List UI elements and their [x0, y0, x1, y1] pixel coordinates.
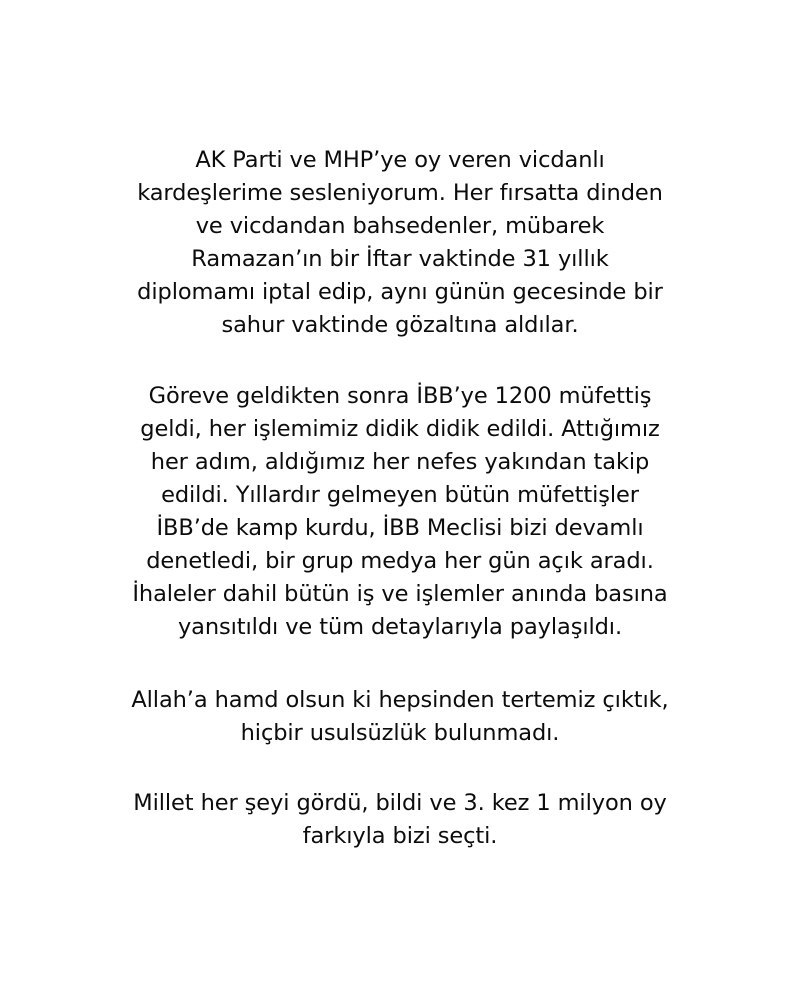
text-line: hiçbir usulsüzlük bulunmadı. [240, 720, 560, 746]
text-line: Millet her şeyi gördü, bildi ve 3. kez 1 milyon oy [133, 790, 667, 816]
text-line: geldi, her işlemimiz didik didik edildi. Attığımız [140, 416, 660, 442]
text-line: İhaleler dahil bütün iş ve işlemler anında basına [132, 581, 668, 607]
text-line: İBB’de kamp kurdu, İBB Meclisi bizi devamlı [156, 515, 644, 541]
paragraph-2 [0, 380, 800, 644]
text-line: yansıtıldı ve tüm detaylarıyla paylaşıldı. [177, 614, 623, 640]
text-line: sahur vaktinde gözaltına aldılar. [221, 312, 579, 338]
text-line: denetledi, bir grup medya her gün açık aradı. [146, 548, 654, 574]
text-line: ve vicdandan bahsedenler, mübarek [195, 213, 605, 239]
text-line: kardeşlerime sesleniyorum. Her fırsatta dinden [137, 180, 663, 206]
text-line: Allah’a hamd olsun ki hepsinden tertemiz çıktık, [131, 687, 669, 713]
paragraph-3 [0, 684, 800, 750]
text-line: diplomamı iptal edip, aynı günün gecesinde bir [137, 279, 663, 305]
paragraph-1 [0, 144, 800, 342]
text-line: Göreve geldikten sonra İBB’ye 1200 müfettiş [148, 383, 652, 409]
text-line: her adım, aldığımız her nefes yakından takip [150, 449, 650, 475]
text-line: AK Parti ve MHP’ye oy veren vicdanlı [195, 147, 605, 173]
text-line: farkıyla bizi seçti. [302, 823, 498, 849]
text-line: Ramazan’ın bir İftar vaktinde 31 yıllık [191, 246, 609, 272]
text-line: edildi. Yıllardır gelmeyen bütün müfettişler [161, 482, 639, 508]
paragraph-4 [0, 787, 800, 853]
